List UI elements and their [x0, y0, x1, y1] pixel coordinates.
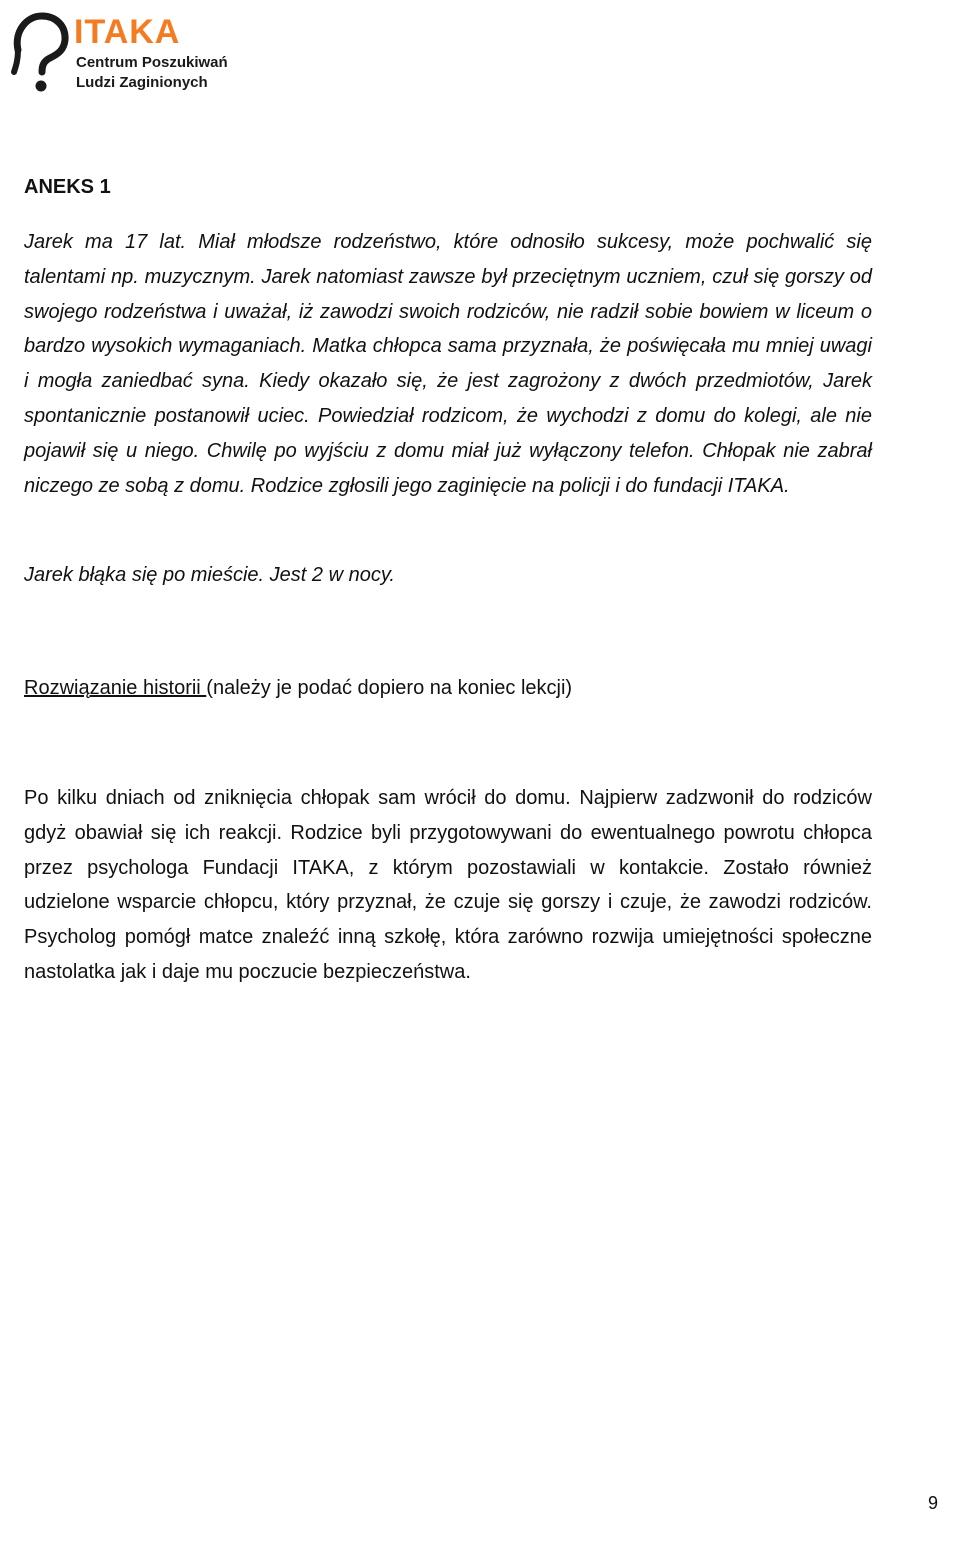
- solution-heading-note: (należy je podać dopiero na koniec lekcji): [206, 677, 573, 699]
- page-number: 9: [927, 1493, 938, 1513]
- section-heading: ANEKS 1: [24, 176, 111, 198]
- logo-brand: ITAKA: [74, 13, 181, 51]
- itaka-logo: [10, 10, 260, 100]
- story-paragraph: Jarek ma 17 lat. Miał młodsze rodzeństwo, które odnosiło sukcesy, może pochwalić się talentami np. muzycznym. Jarek natomiast zawsze był przeciętnym uczniem, czuł się gorszy od swojego rodzeństwa i uważał, iż zawodzi swoich rodziców, nie radził sobie bowiem w liceum o bardzo wysokich wymaganiach. Matka chłopca sama przyznała, że poświęcała mu mniej uwagi i mogła zaniedbać syna. Kiedy okazało się, że jest zagrożony z dwóch przedmiotów, Jarek spontanicznie postanowił uciec. Powiedział rodzicom, że wychodzi z domu do kolegi, ale nie pojawił się u niego. Chwilę po wyjściu z domu miał już wyłączony telefon. Chłopak nie zabrał niczego ze sobą z domu. Rodzice zgłosili jego zaginięcie na policji i do fundacji ITAKA.: [24, 231, 872, 497]
- logo-subtitle-line1: Centrum Poszukiwań: [76, 54, 228, 71]
- solution-heading: [24, 672, 572, 704]
- story-tail-line: Jarek błąka się po mieście. Jest 2 w nocy.: [24, 564, 395, 586]
- solution-heading-title: Rozwiązanie historii: [24, 677, 207, 699]
- head-question-mark-icon: [10, 10, 70, 100]
- logo-subtitle-line2: Ludzi Zaginionych: [76, 74, 208, 91]
- solution-paragraph: Po kilku dniach od zniknięcia chłopak sam wrócił do domu. Najpierw zadzwonił do rodziców gdyż obawiał się ich reakcji. Rodzice byli przygotowywani do ewentualnego powrotu chłopca przez psychologa Fundacji ITAKA, z którym pozostawiali w kontakcie. Zostało również udzielone wsparcie chłopcu, który przyznał, że czuje się gorszy i czuje, że zawodzi rodziców. Psycholog pomógł matce znaleźć inną szkołę, która zarówno rozwija umiejętności społeczne nastolatka jak i daje mu poczucie bezpieczeństwa.: [24, 787, 872, 983]
